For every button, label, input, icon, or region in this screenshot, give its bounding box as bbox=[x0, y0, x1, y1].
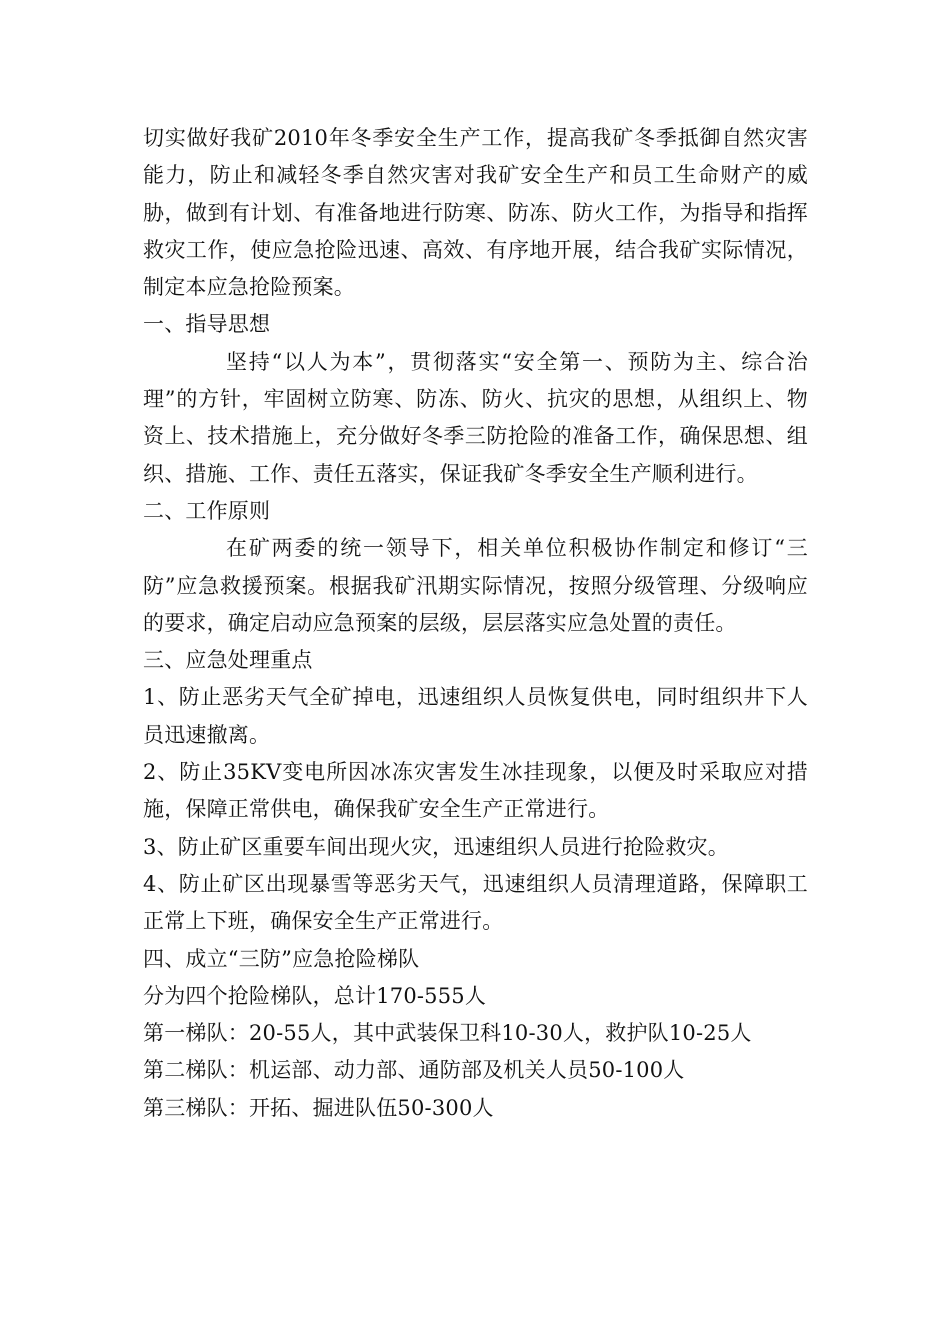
emergency-focus-item-4: 4、防止矿区出现暴雪等恶劣天气，迅速组织人员清理道路，保障职工正常上下班，确保安全生产正常进行。 bbox=[143, 871, 808, 934]
document-body bbox=[143, 120, 808, 1127]
section-heading-guiding-ideology: 一、指导思想 bbox=[143, 312, 271, 337]
intro-paragraph: 切实做好我矿2010年冬季安全生产工作，提高我矿冬季抵御自然灾害能力，防止和减轻冬季自然灾害对我矿安全生产和员工生命财产的威胁，做到有计划、有准备地进行防寒、防冻、防火工作，为指导和指挥救灾工作，使应急抢险迅速、高效、有序地开展，结合我矿实际情况，制定本应急抢险预案。 bbox=[143, 126, 808, 300]
work-principles-paragraph: 在矿两委的统一领导下，相关单位积极协作制定和修订“三防”应急救援预案。根据我矿汛期实际情况，按照分级管理、分级响应的要求，确定启动应急预案的层级，层层落实应急处置的责任。 bbox=[143, 536, 808, 635]
emergency-focus-item-1: 1、防止恶劣天气全矿掉电，迅速组织人员恢复供电，同时组织井下人员迅速撤离。 bbox=[143, 685, 808, 747]
section-heading-work-principles: 二、工作原则 bbox=[143, 498, 271, 523]
guiding-ideology-paragraph: 坚持“以人为本”，贯彻落实“安全第一、预防为主、综合治理”的方针，牢固树立防寒、防冻、防火、抗灾的思想，从组织上、物资上、技术措施上，充分做好冬季三防抢险的准备工作，确保思想、组织、措施、工作、责任五落实，保证我矿冬季安全生产顺利进行。 bbox=[143, 349, 808, 486]
rescue-team-1: 第一梯队：20-55人，其中武装保卫科10-30人，救护队10-25人 bbox=[143, 1021, 752, 1046]
section-heading-rescue-teams: 四、成立“三防”应急抢险梯队 bbox=[143, 946, 420, 971]
section-heading-emergency-focus: 三、应急处理重点 bbox=[143, 648, 313, 673]
emergency-focus-item-2: 2、防止35KV变电所因冰冻灾害发生冰挂现象，以便及时采取应对措施，保障正常供电，确保我矿安全生产正常进行。 bbox=[143, 760, 808, 822]
rescue-team-2: 第二梯队：机运部、动力部、通防部及机关人员50-100人 bbox=[143, 1058, 685, 1083]
rescue-teams-summary: 分为四个抢险梯队，总计170-555人 bbox=[143, 983, 487, 1008]
emergency-focus-item-3: 3、防止矿区重要车间出现火灾，迅速组织人员进行抢险救灾。 bbox=[143, 834, 729, 859]
rescue-team-3: 第三梯队：开拓、掘进队伍50-300人 bbox=[143, 1095, 494, 1120]
